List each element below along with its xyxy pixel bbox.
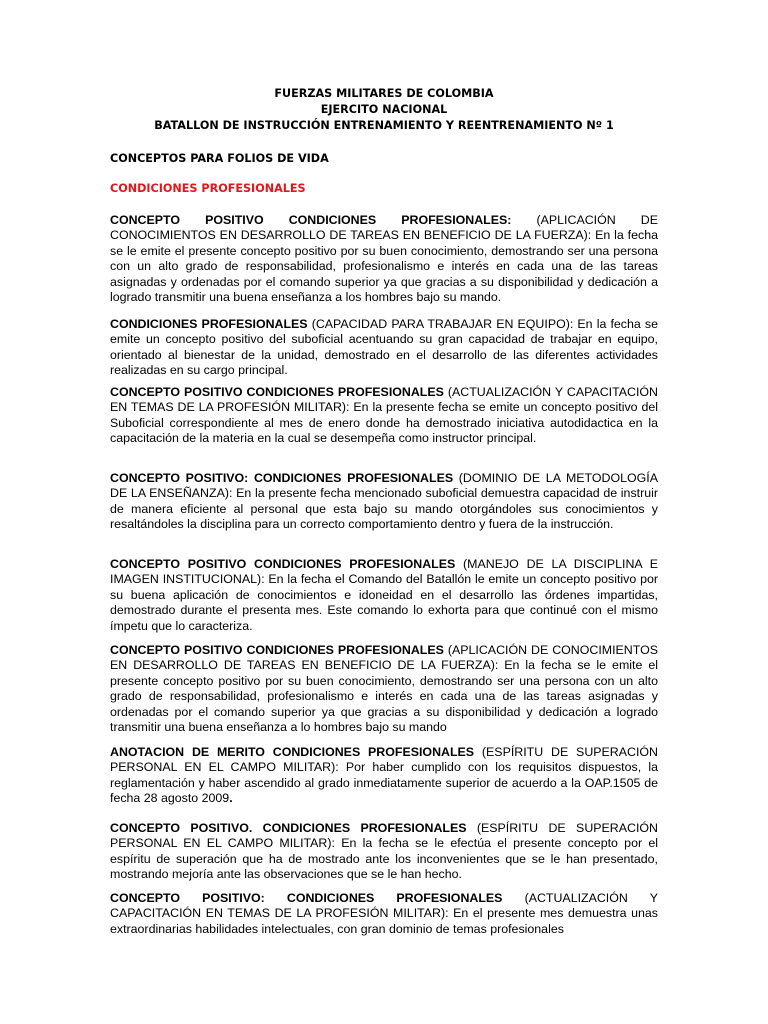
- concept-body: (CAPACIDAD PARA TRABAJAR EN EQUIPO): En la fecha se emite un concepto positivo del suboficial acentuando su gran capacidad de trabajar en equipo, orientado al bienestar de la unidad, demostrado en el desarrollo de las diferentes actividades realizadas en su cargo principal.: [110, 317, 658, 378]
- concept-lead: CONDICIONES PROFESIONALES: [110, 317, 308, 331]
- concept-entry: [110, 557, 658, 634]
- concept-entry: [110, 891, 658, 937]
- concept-body: (ACTUALIZACIÓN Y CAPACITACIÓN EN TEMAS DE LA PROFESIÓN MILITAR): En el presente mes demuestra unas extraordinarias habilidades intelectuales, con gran dominio de temas profesionales: [110, 891, 658, 936]
- concept-lead: CONCEPTO POSITIVO CONDICIONES PROFESIONALES: [110, 385, 444, 399]
- concept-lead: CONCEPTO POSITIVO CONDICIONES PROFESIONALES:: [110, 213, 512, 227]
- concept-body: (APLICACIÓN DE CONOCIMIENTOS EN DESARROLLO DE TAREAS EN BENEFICIO DE LA FUERZA): En la fecha se le emite el presente concepto positivo por su buen conocimiento, demostrando ser una persona con un alto grado de responsabilidad, profesionalismo e interés en cada una de las tareas asignadas y ordenadas por el comando superior ya que gracias a su disponibilidad y dedicación a logrado transmitir una buena enseñanza a lo hombres bajo su mando: [110, 643, 658, 735]
- section-title: CONDICIONES PROFESIONALES: [110, 182, 306, 195]
- concept-lead: CONCEPTO POSITIVO CONDICIONES PROFESIONALES: [110, 557, 456, 571]
- concept-entry: [110, 643, 658, 735]
- concept-body: (ACTUALIZACIÓN Y CAPACITACIÓN EN TEMAS DE LA PROFESIÓN MILITAR): En la presente fecha se emite un concepto positivo del Suboficial correspondiente al mes de enero donde ha demostrado iniciativa autodidactica en la capacitación de la materia en la cual se desempeña como instructor principal.: [110, 385, 658, 446]
- concept-body: (MANEJO DE LA DISCIPLINA E IMAGEN INSTITUCIONAL): En la fecha el Comando del Batallón le emite un concepto positivo por su buena aplicación de conocimientos e idoneidad en el desarrollo las órdenes impartidas, demostrado durante el presenta mes. Este comando lo exhorta para que continué con el mismo ímpetu que lo caracteriza.: [110, 557, 659, 633]
- document-subtitle: CONCEPTOS PARA FOLIOS DE VIDA: [110, 152, 329, 165]
- concept-lead: CONCEPTO POSITIVO: CONDICIONES PROFESIONALES: [110, 471, 454, 485]
- concept-tail: .: [229, 791, 233, 806]
- concept-body: (ESPÍRITU DE SUPERACIÓN PERSONAL EN EL CAMPO MILITAR): En la fecha se le efectúa el presente concepto por el espíritu de superación que ha de mostrado ante los inconvenientes que se le han presentado, mostrando mejoría ante las observaciones que se le han hecho.: [110, 821, 658, 882]
- concept-lead: ANOTACION DE MERITO CONDICIONES PROFESIONALES: [110, 745, 475, 759]
- concept-entry: [110, 385, 658, 447]
- concept-lead: CONCEPTO POSITIVO. CONDICIONES PROFESIONALES: [110, 821, 467, 835]
- header-battalion: BATALLON DE INSTRUCCIÓN ENTRENAMIENTO Y REENTRENAMIENTO Nº 1: [154, 119, 614, 132]
- header-institution: FUERZAS MILITARES DE COLOMBIA: [274, 87, 494, 100]
- concept-entry: [110, 317, 658, 379]
- concept-lead: CONCEPTO POSITIVO CONDICIONES PROFESIONALES: [110, 643, 444, 657]
- concept-entry: [110, 471, 658, 533]
- concept-body: (DOMINIO DE LA METODOLOGÍA DE LA ENSEÑANZA): En la presente fecha mencionado suboficial demuestra capacidad de instruir de manera eficiente al personal que esta bajo su mando otorgándoles sus conocimientos y resaltándoles la disciplina para un correcto comportamiento dentro y fuera de la instrucción.: [110, 471, 658, 532]
- concept-lead: CONCEPTO POSITIVO: CONDICIONES PROFESIONALES: [110, 891, 503, 905]
- concept-body: (APLICACIÓN DE CONOCIMIENTOS EN DESARROLLO DE TAREAS EN BENEFICIO DE LA FUERZA): En la fecha se le emite el presente concepto positivo por su buen conocimiento, demostrando ser una persona con un alto grado de responsabilidad, profesionalismo e interés en cada una de las tareas asignadas y ordenadas por el comando superior ya que gracias a su disponibilidad y dedicación a logrado transmitir una buena enseñanza a los hombres bajo su mando.: [110, 213, 658, 305]
- header-army: EJERCITO NACIONAL: [320, 103, 448, 116]
- concept-entry: [110, 821, 658, 883]
- document-header: [100, 86, 668, 134]
- merit-entry: [110, 745, 658, 807]
- concept-body: (ESPÍRITU DE SUPERACIÓN PERSONAL EN EL CAMPO MILITAR): Por haber cumplido con los requisitos dispuestos, la reglamentación y haber ascendido al grado inmediatamente superior de acuerdo a la OAP.1505 de fecha 28 agosto 2009: [110, 745, 658, 806]
- concept-entry: [110, 213, 658, 305]
